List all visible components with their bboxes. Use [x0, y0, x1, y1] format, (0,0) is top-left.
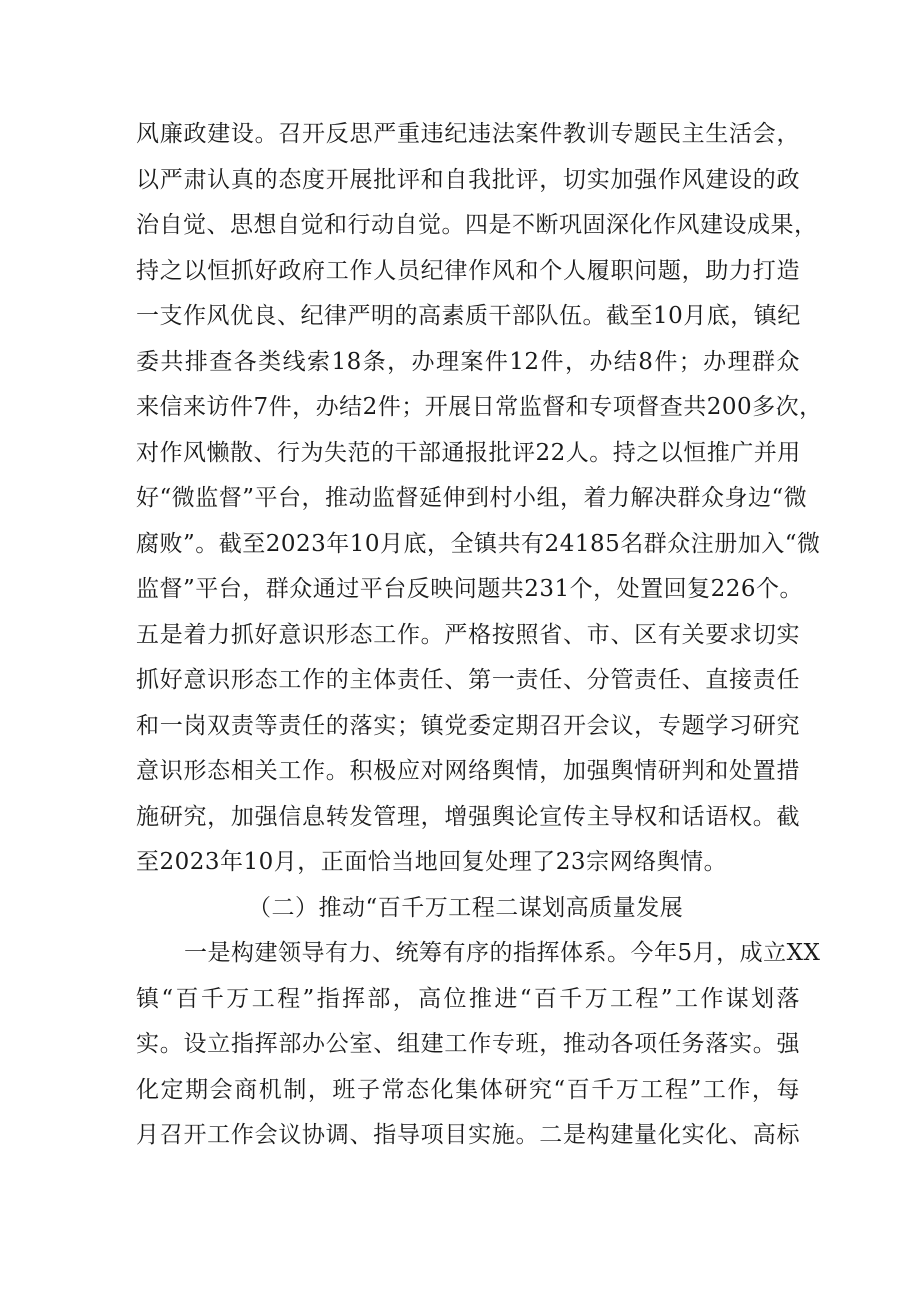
document-body	[136, 112, 823, 1159]
text-line: 意识形态相关工作。积极应对网络舆情，加强舆情研判和处置措	[136, 758, 800, 784]
text-line: 治自觉、思想自觉和行动自觉。四是不断巩固深化作风建设成果，	[136, 212, 818, 238]
text-line: 抓好意识形态工作的主体责任、第一责任、分管责任、直接责任	[136, 667, 800, 693]
text-line: 一支作风优良、纪律严明的高素质干部队伍。截至10月底，镇纪	[136, 303, 801, 329]
text-line: 监督”平台，群众通过平台反映问题共231个，处置回复226个。	[136, 576, 804, 602]
text-line: 镇“百千万工程”指挥部，高位推进“百千万工程”工作谋划落	[136, 985, 800, 1012]
section-heading: （二）推动“百千万工程二谋划高质量发展	[248, 894, 684, 921]
paragraph-first-line: 一是构建领导有力、统筹有序的指挥体系。今年5月，成立XX	[184, 940, 821, 966]
text-line: 五是着力抓好意识形态工作。严格按照省、市、区有关要求切实	[136, 621, 800, 648]
text-line: 和一岗双责等责任的落实；镇党委定期召开会议，专题学习研究	[136, 712, 800, 739]
text-line: 持之以恒抓好政府工作人员纪律作风和个人履职问题，助力打造	[136, 257, 800, 284]
text-line: 实。设立指挥部办公室、组建工作专班，推动各项任务落实。强	[136, 1031, 800, 1057]
text-line: 施研究，加强信息转发管理，增强舆论宣传主导权和话语权。截	[136, 803, 800, 830]
text-line: 好“微监督”平台，推动监督延伸到村小组，着力解决群众身边“微	[136, 485, 808, 511]
text-line: 腐败”。截至2023年10月底，全镇共有24185名群众注册加入“微	[136, 530, 821, 557]
text-line: 对作风懒散、行为失范的干部通报批评22人。持之以恒推广并用	[136, 439, 801, 466]
text-line: 来信来访件7件，办结2件；开展日常监督和专项督查共200多次，	[136, 394, 823, 420]
text-line: 化定期会商机制，班子常态化集体研究“百千万工程”工作，每	[136, 1076, 800, 1103]
paragraph-end-line: 至2023年10月，正面恰当地回复处理了23宗网络舆情。	[136, 849, 728, 875]
text-line: 风廉政建设。召开反思严重违纪违法案件教训专题民主生活会，	[136, 121, 800, 147]
text-line: 委共排查各类线索18条，办理案件12件，办结8件；办理群众	[136, 348, 800, 375]
text-line: 以严肃认真的态度开展批评和自我批评，切实加强作风建设的政	[136, 166, 800, 193]
text-line: 月召开工作会议协调、指导项目实施。二是构建量化实化、高标	[136, 1122, 800, 1148]
